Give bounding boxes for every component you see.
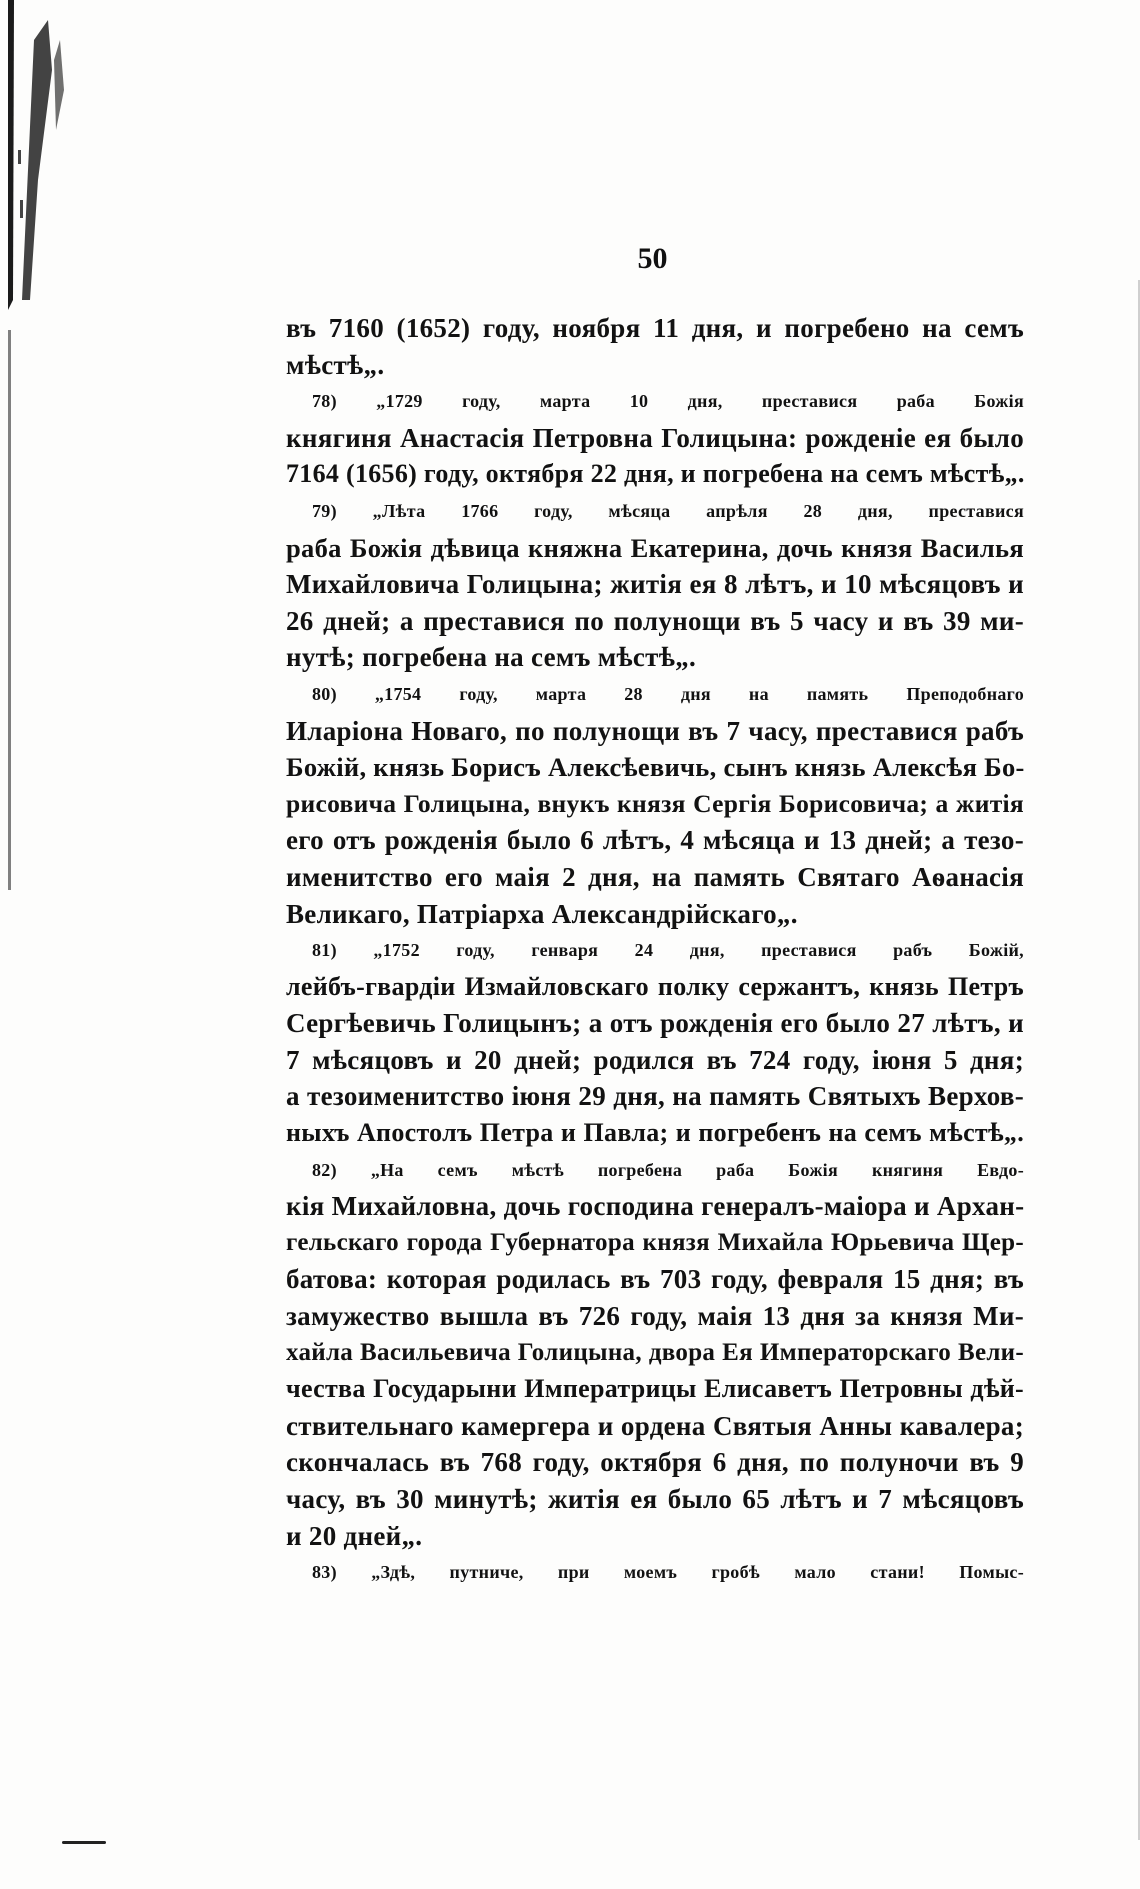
text-line: его отъ рожденія было 6 лѣтъ, 4 мѣсяца и 13 дней; а тезо- [286,825,1024,856]
text-line: батова: которая родилась въ 703 году, февраля 15 дня; въ [286,1264,1024,1295]
text-line: лейбъ-гвардіи Измайловскаго полку сержантъ, князь Петръ [286,971,1024,1001]
text-line: Михайловича Голицына; житія ея 8 лѣтъ, и 10 мѣсяцовъ и [286,569,1024,600]
text-line: въ 7160 (1652) году, ноября 11 дня, и погребено на семъ [286,313,1024,343]
body-text [286,310,1024,1591]
text-line: княгиня Анастасія Петровна Голицына: рожденіе ея было [286,422,1024,453]
text-line: гельскаго города Губернатора князя Михайла Юрьевича Щер- [286,1228,1024,1256]
text-line: кія Михайловна, дочь господина генералъ-маіора и Архан- [286,1191,1025,1222]
text-line: 7 мѣсяцовъ и 20 дней; родился въ 724 году, іюня 5 дня; [286,1044,1024,1075]
text-line: именитство его маія 2 дня, на память Святаго Аѳанасія [286,861,1024,892]
text-line: рисовича Голицына, внукъ князя Сергія Борисовича; а житія [286,788,1024,818]
text-line: раба Божія дѣвица княжна Екатерина, дочь князя Василья [286,532,1024,563]
text-line: нутѣ; погребена на семъ мѣстѣ„. [286,642,697,673]
text-line: Божій, князь Борисъ Алексѣевичь, сынъ князь Алексѣя Бо- [286,752,1025,783]
text-line: а тезоименитство іюня 29 дня, на память Святыхъ Верхов- [286,1081,1024,1112]
text-line: 83) „Здѣ, путниче, при моемъ гробѣ мало стани! Помыс- [312,1562,1024,1583]
text-line: 82) „На семъ мѣстѣ погребена раба Божія княгиня Евдо- [312,1159,1024,1180]
text-line: ствительнаго камергера и ордена Святыя Анны кавалера; [286,1410,1024,1441]
scan-margin-tick [62,1841,106,1844]
text-line: хайла Васильевича Голицына, двора Ея Императорскаго Вели- [286,1338,1024,1366]
text-line: Сергѣевичь Голицынъ; а отъ рожденія его было 27 лѣтъ, и [286,1008,1024,1039]
text-line: скончалась въ 768 году, октября 6 дня, по полуночи въ 9 [286,1447,1024,1478]
text-line: чества Государыни Императрицы Елисаветъ Петровны дѣй- [286,1374,1024,1404]
text-line: 80) „1754 году, марта 28 дня на память Преподобнаго [312,683,1024,704]
text-line: Великаго, Патріарха Александрійскаго„. [286,898,798,929]
text-line: часу, въ 30 минутѣ; житія ея было 65 лѣтъ и 7 мѣсяцовъ [286,1484,1024,1514]
text-line: замужество вышла въ 726 году, маія 13 дня за князя Ми- [286,1301,1024,1332]
text-line: 78) „1729 году, марта 10 дня, преставися раба Божія [312,391,1024,412]
text-line: Иларіона Новаго, по полунощи въ 7 часу, преставися рабъ [286,715,1024,746]
text-line: 81) „1752 году, генваря 24 дня, преставися рабъ Божій, [312,940,1024,961]
text-line: 79) „Лѣта 1766 году, мѣсяца апрѣля 28 дня, преставися [312,500,1024,521]
page-number: 50 [637,242,668,275]
scan-margin-rule [8,330,11,890]
text-line: 26 дней; а преставися по полунощи въ 5 часу и въ 39 ми- [286,605,1024,636]
text-line: ныхъ Апостолъ Петра и Павла; и погребенъ на семъ мѣстѣ„. [286,1118,1024,1148]
text-line: 7164 (1656) году, октября 22 дня, и погребена на семъ мѣстѣ„. [286,459,1025,489]
text-line: и 20 дней„. [286,1520,423,1551]
text-line: мѣстѣ„. [286,349,385,380]
